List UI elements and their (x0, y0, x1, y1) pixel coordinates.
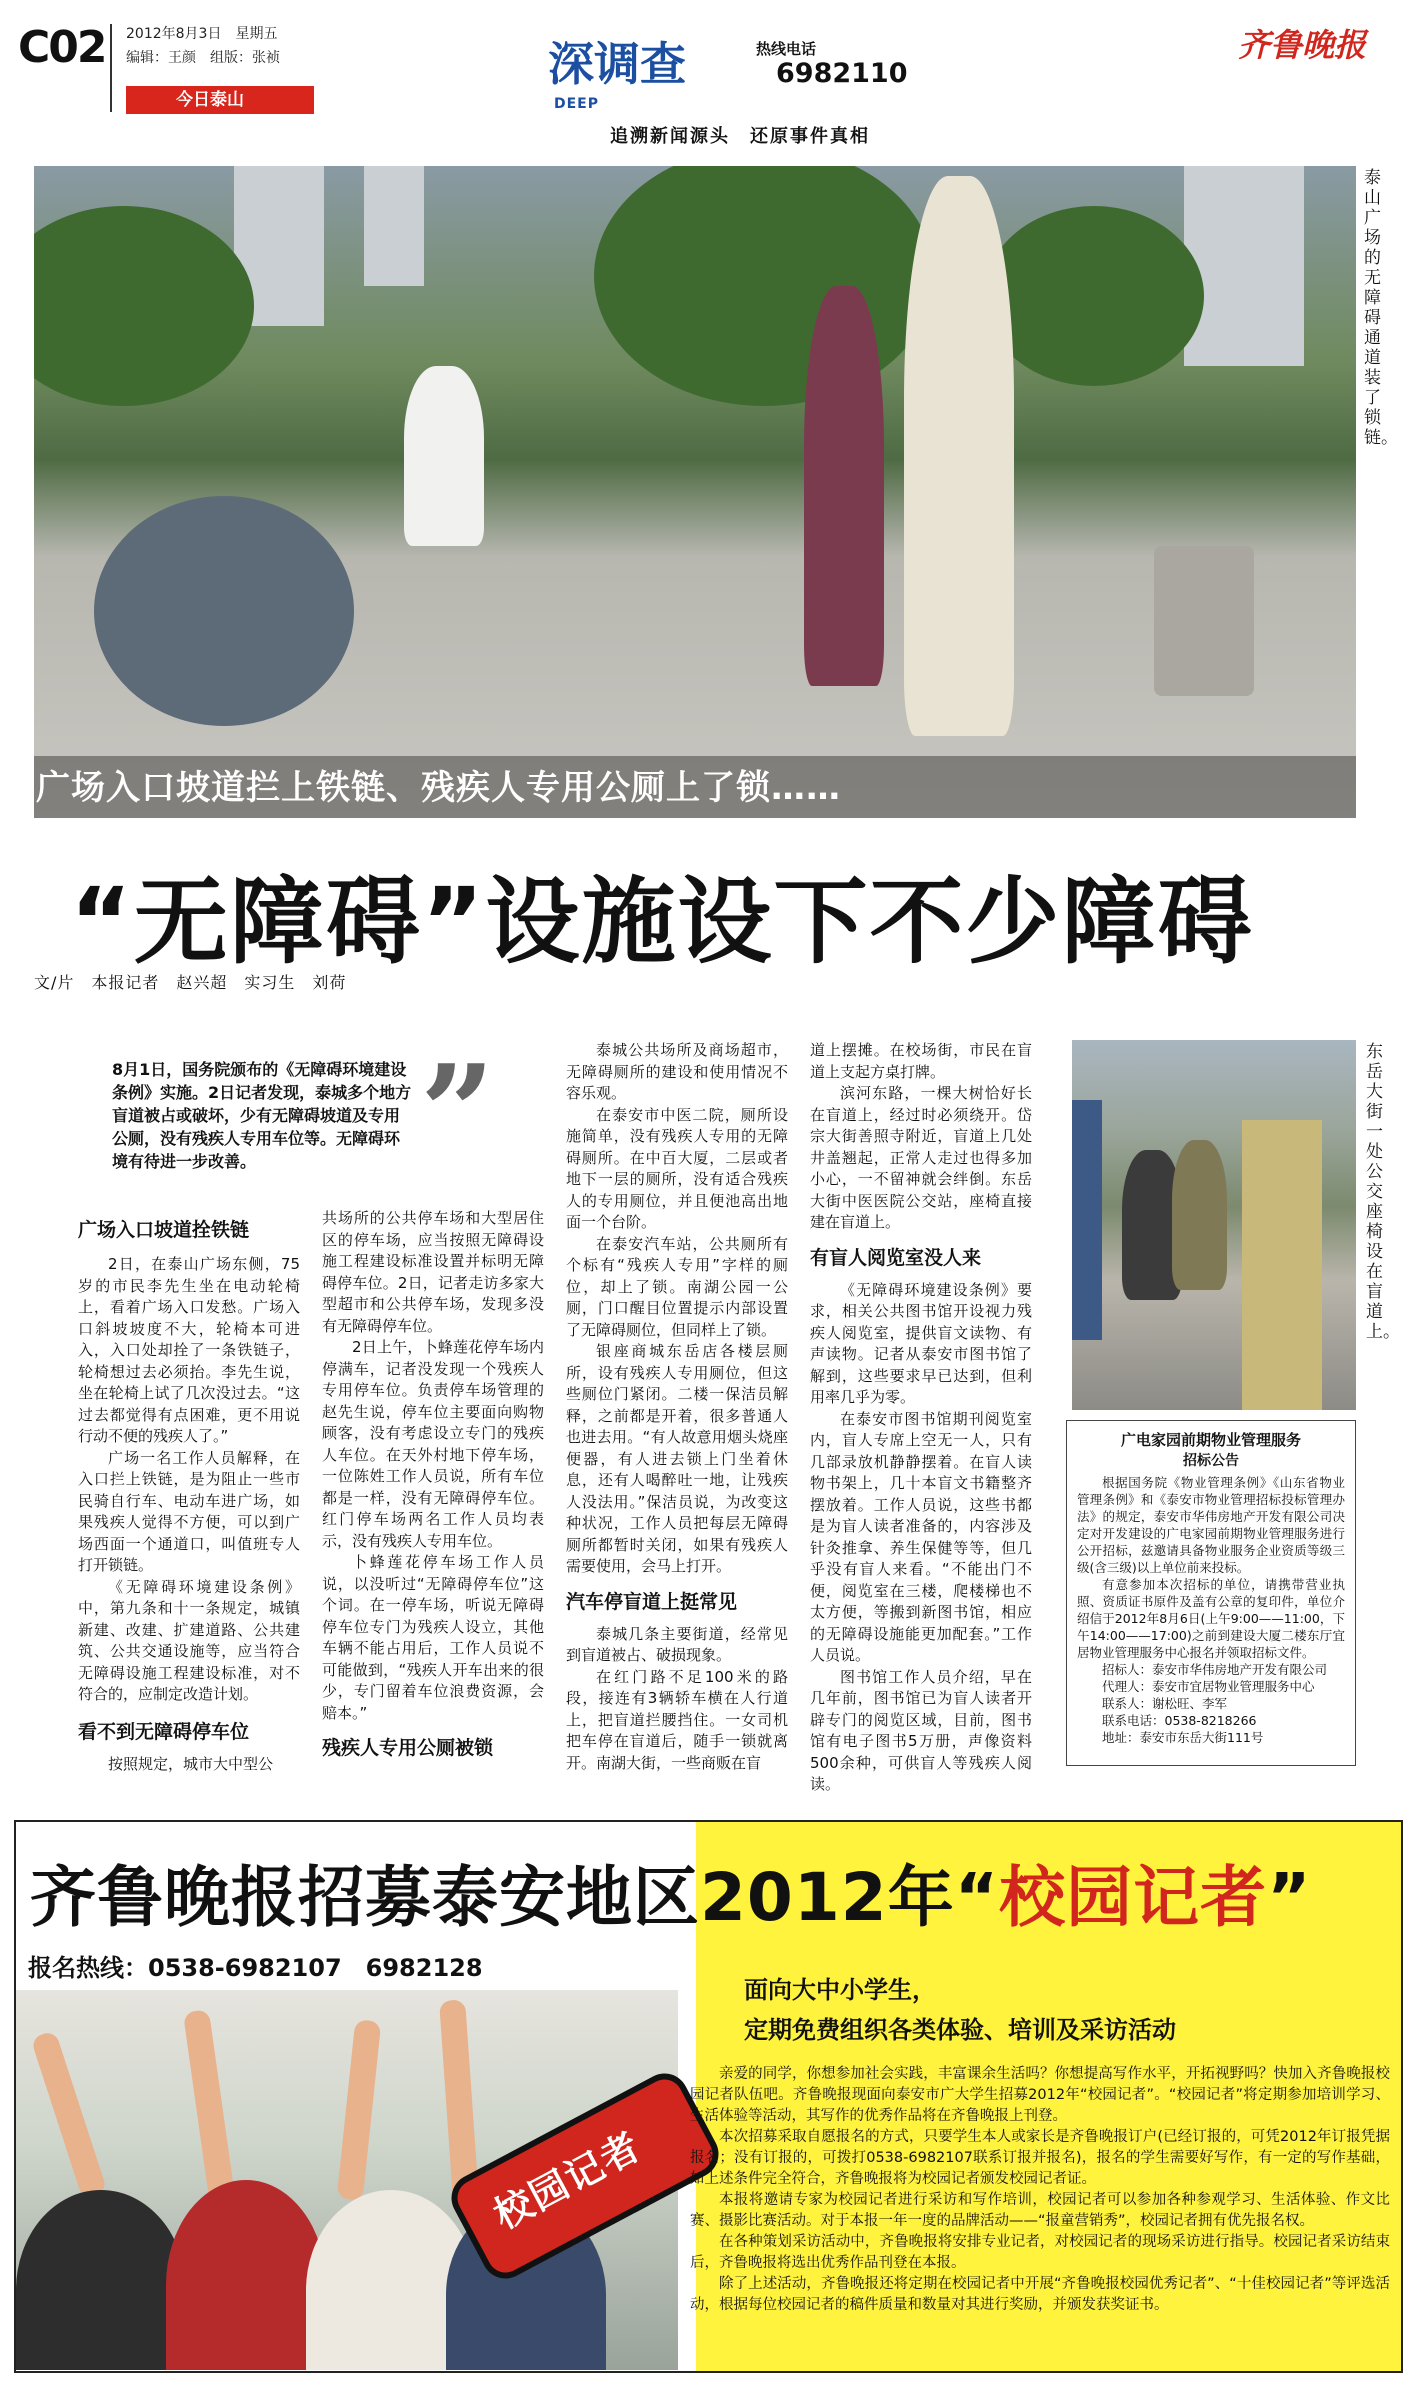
photo-man-walking (904, 176, 1014, 736)
ad-paragraph: 亲爱的同学，你想参加社会实践，丰富课余生活吗？你想提高写作水平，开拓视野吗？快加入齐鲁晚报校园记者队伍吧。齐鲁晚报现面向泰安市广大学生招募2012年“校园记者”。“校园记者”将定期参加培训学习、生活体验等活动，其写作的优秀作品将在齐鲁晚报上刊登。 (690, 2066, 1390, 2124)
subheading: 看不到无障碍停车位 (78, 1720, 250, 1743)
photo-student (166, 2180, 326, 2370)
subheading: 汽车停盲道上挺常见 (566, 1590, 738, 1613)
editors: 编辑：王颜 组版：张祯 (126, 50, 280, 66)
ad-paragraph: 除了上述活动，齐鲁晚报还将定期在校园记者中开展“齐鲁晚报校园优秀记者”、“十佳校园记者”等评选活动，根据每位校园记者的稿件质量和数量对其进行奖励，并颁发获奖证书。 (690, 2276, 1390, 2313)
bus-stop-photo (1072, 1040, 1356, 1410)
ad-title-main: 齐鲁晚报招募泰安地区2012年“ (30, 1859, 1000, 1936)
article-column-1 (78, 1218, 300, 1788)
paragraph: 卜蜂莲花停车场工作人员说，以没听过“无障碍停车位”这个词。在一停车场，听说无障碍停车位专门为残疾人设立，其他车辆不能占用后，工作人员说不可能做到，“残疾人开车出来的很少，专门留着车位浪费资源，会赔本。” (322, 1553, 544, 1722)
paragraph: 泰城公共场所及商场超市，无障碍厕所的建设和使用情况不容乐观。 (566, 1041, 788, 1102)
photo-man-sitting (404, 366, 484, 546)
column-logo: 深调查 (548, 37, 686, 91)
paragraph: 在泰安市中医二院，厕所设施简单，没有残疾人专用的无障碍厕所。在中百大厦，二层或者地下一层的厕所，没有适合残疾人的专用厕位，并且便池高出地面一个台阶。 (566, 1105, 788, 1231)
column-slogan: 追溯新闻源头 还原事件真相 (610, 126, 870, 147)
photo-side-caption: 泰山广场的无障碍通道装了锁链。 (1364, 168, 1398, 448)
ad-slogan-line: 定期免费组织各类体验、培训及采访活动 (744, 2016, 1176, 2044)
photo-person (1172, 1140, 1227, 1290)
section-tag: 今日泰山 (126, 86, 314, 114)
paragraph: 《无障碍环境建设条例》要求，相关公共图书馆开设视力残疾人阅览室，提供盲文读物、有声读物。记者从泰安市图书馆了解到，这些要求早已达到，但利用率几乎为零。 (810, 1280, 1032, 1406)
ad-hotline: 报名热线：0538-6982107 6982128 (28, 1954, 483, 1982)
photo-student (16, 2190, 186, 2370)
notice-title: 广电家园前期物业管理服务 (1120, 1431, 1301, 1449)
notice-contact: 联系人：谢松旺、李军 (1102, 1696, 1228, 1711)
article-column-4 (810, 1040, 1032, 1793)
photo-bollard (1154, 546, 1254, 696)
notice-contact: 招标人：泰安市华伟房地产开发有限公司 (1102, 1662, 1328, 1677)
newspaper-brand: 齐鲁晚报 (1238, 26, 1367, 64)
issue-date: 2012年8月3日 星期五 (126, 26, 278, 42)
ad-paragraph: 在各种策划采访活动中，齐鲁晚报将安排专业记者，对校园记者的现场采访进行指导。校园记者采访结束后，齐鲁晚报将选出优秀作品刊登在本报。 (690, 2234, 1390, 2271)
tender-notice (1066, 1420, 1356, 1766)
ad-title (30, 1844, 1311, 1939)
ad-title-end: ” (1267, 1859, 1312, 1936)
ad-slogan (744, 1970, 1176, 2050)
column-deep: DEEP (554, 96, 600, 112)
photo-bus-shelter (1072, 1100, 1102, 1340)
photo-raised-arm (30, 2030, 107, 2200)
byline: 文/片 本报记者 赵兴超 实习生 刘荷 (34, 973, 347, 992)
subheading: 有盲人阅览室没人来 (810, 1246, 982, 1269)
header-divider (110, 24, 112, 112)
photo-woman (804, 286, 884, 686)
notice-subtitle: 招标公告 (1183, 1453, 1239, 1469)
paragraph: 图书馆工作人员介绍，早在几年前，图书馆已为盲人读者开辟专门的阅览区域，目前，图书馆有电子图书5万册，声像资料500余种，可供盲人等残疾人阅读。 (810, 1667, 1032, 1793)
photo-tactile-path (1242, 1120, 1322, 1410)
photo-building (1184, 166, 1304, 366)
header-meta (126, 22, 280, 70)
paragraph: 《无障碍环境建设条例》中，第九条和十一条规定，城镇新建、改建、扩建道路、公共建筑、公共交通设施等，应当符合无障碍设施工程建设标准，对不符合的，应制定改造计划。 (78, 1577, 300, 1703)
quote-mark: ” (420, 1036, 495, 1189)
article-column-2 (322, 1208, 544, 1788)
notice-contact: 地址：泰安市东岳大街111号 (1102, 1730, 1264, 1745)
headline: “无障碍”设施设下不少障碍 (70, 868, 1254, 977)
photo-tree (34, 206, 254, 406)
ad-paragraph: 本报将邀请专家为校园记者进行采访和写作培训，校园记者可以参加各种参观学习、生活体验、作文比赛、摄影比赛活动。对于本报一年一度的品牌活动——“报童营销秀”，校园记者拥有优先报名权。 (690, 2192, 1390, 2229)
photo-tree (984, 206, 1204, 386)
photo-tree (594, 166, 934, 406)
photo-caption: 广场入口坡道拦上铁链、残疾人专用公厕上了锁…… (36, 768, 841, 808)
paragraph: 银座商城东岳店各楼层厕所，设有残疾人专用厕位，但这些厕位门紧闭。二楼一保洁员解释，之前都是开着，很多普通人也进去用。“有人故意用烟头烧座便器，有人进去锁上门坐着休息，还有人喝醉吐一地，让残疾人没法用。”保洁员说，为改变这种状况，工作人员把每层无障碍厕所都暂时关闭，如果有残疾人需要使用，会马上打开。 (566, 1342, 788, 1575)
photo-bicycle (94, 496, 354, 726)
paragraph: 按照规定，城市大中型公 (108, 1754, 274, 1773)
paragraph: 广场一名工作人员解释，在入口拦上铁链，是为阻止一些市民骑自行车、电动车进广场，如果残疾人觉得不方便，可以到广场西面一个通道口，叫值班专人打开锁链。 (78, 1448, 300, 1574)
photo-building (364, 166, 424, 286)
paragraph: 在泰安市图书馆期刊阅览室内，盲人专席上空无一人，只有几部录放机静静摆着。在盲人读物书架上，几十本盲文书籍整齐摆放着。工作人员说，这些书都是为盲人读者准备的，内容涉及针灸推拿、养生保健等等，但几乎没有盲人来看。“不能出门不便，阅览室在三楼，爬楼梯也不太方便，等搬到新图书馆，相应的无障碍设施能更加配套。”工作人员说。 (810, 1409, 1032, 1664)
hotline-number: 6982110 (776, 58, 908, 89)
notice-paragraph: 根据国务院《物业管理条例》《山东省物业管理条例》和《泰安市物业管理招标投标管理办法》的规定，泰安市华伟房地产开发有限公司决定对开发建设的广电家园前期物业管理服务进行公开招标，兹邀请具备物业服务企业资质等级三级(含三级)以上单位前来投标。 (1077, 1475, 1345, 1575)
paragraph: 泰城几条主要街道，经常见到盲道被占、破损现象。 (566, 1624, 788, 1664)
paragraph: 共场所的公共停车场和大型居住区的停车场，应当按照无障碍设施工程建设标准设置并标明无障碍停车位。2日，记者走访多家大型超市和公共停车场，发现多没有无障碍停车位。 (322, 1209, 544, 1335)
paragraph: 在泰安汽车站，公共厕所有个标有“残疾人专用”字样的厕位，却上了锁。南湖公园一公厕，门口醒目位置提示内部设置了无障碍厕位，但同样上了锁。 (566, 1234, 788, 1339)
photo-raised-arm (183, 2009, 235, 2201)
ad-paragraph: 本次招募采取自愿报名的方式，只要学生本人或家长是齐鲁晚报订户(已经订报的，可凭2012年订报凭据报名；没有订报的，可拨打0538-6982107联系订报并报名)，报名的学生需要好写作，有一定的写作基础，如上述条件完全符合，齐鲁晚报将为校园记者颁发校园记者证。 (690, 2129, 1390, 2187)
notice-contact: 联系电话：0538-8218266 (1102, 1713, 1257, 1728)
page-code: C02 (18, 22, 106, 73)
article-column-3 (566, 1040, 788, 1788)
ad-title-highlight: 校园记者 (999, 1859, 1268, 1936)
paragraph: 道上摆摊。在校场街，市民在盲道上支起方桌打牌。 (810, 1041, 1032, 1081)
photo-raised-arm (337, 2019, 382, 2201)
subheading: 残疾人专用公厕被锁 (322, 1737, 494, 1759)
paragraph: 在红门路不足100米的路段，接连有3辆轿车横在人行道上，把盲道拦腰挡住。一女司机把车停在盲道后，随手一锁就离开。南湖大街，一些商贩在盲 (566, 1667, 788, 1772)
main-photo (34, 166, 1356, 818)
ad-slogan-line: 面向大中小学生， (744, 1976, 936, 2004)
subheading: 广场入口坡道拴铁链 (78, 1219, 250, 1241)
notice-paragraph: 有意参加本次招标的单位，请携带营业执照、资质证书原件及盖有公章的复印件，单位介绍信于2012年8月6日(上午9:00——11:00，下午14:00——17:00)之前到建设大厦二楼东厅宜居物业管理服务中心报名并领取招标文件。 (1077, 1577, 1345, 1660)
ad-body (690, 2064, 1390, 2316)
badge-text: 校园记者 (486, 2123, 649, 2238)
bus-stop-caption: 东岳大街一处公交座椅设在盲道上。 (1366, 1042, 1400, 1342)
hotline-label: 热线电话 (756, 40, 817, 58)
notice-contact: 代理人：泰安市宜居物业管理服务中心 (1102, 1679, 1315, 1694)
article-lead: 8月1日，国务院颁布的《无障碍环境建设条例》实施。2日记者发现，泰城多个地方盲道被占或破坏，少有无障碍坡道及专用公厕，没有残疾人专用车位等。无障碍环境有待进一步改善。 (112, 1060, 412, 1171)
photo-raised-arm (439, 1999, 479, 2200)
paragraph: 2日上午，卜蜂莲花停车场内停满车，记者没发现一个残疾人专用停车位。负责停车场管理的赵先生说，停车位主要面向购物顾客，没有考虑设立专门的残疾人车位。在天外村地下停车场，一位陈姓工作人员说，所有车位都是一样，没有无障碍停车位。红门停车场两名工作人员均表示，没有残疾人专用车位。 (322, 1338, 544, 1550)
paragraph: 滨河东路，一棵大树恰好长在盲道上，经过时必须绕开。岱宗大街善照寺附近，盲道上几处井盖翘起，正常人走过也得多加小心，一不留神就会绊倒。东岳大街中医医院公交站，座椅直接建在盲道上。 (810, 1084, 1032, 1231)
paragraph: 2日，在泰山广场东侧，75岁的市民李先生坐在电动轮椅上，看着广场入口发愁。广场入口斜坡坡度不大，轮椅本可进入，入口处却拴了一条铁链子，轮椅想过去必须抬。李先生说，坐在轮椅上试了几次没过去。“这过去都觉得有点困难，更不用说行动不便的残疾人了。” (78, 1255, 300, 1445)
